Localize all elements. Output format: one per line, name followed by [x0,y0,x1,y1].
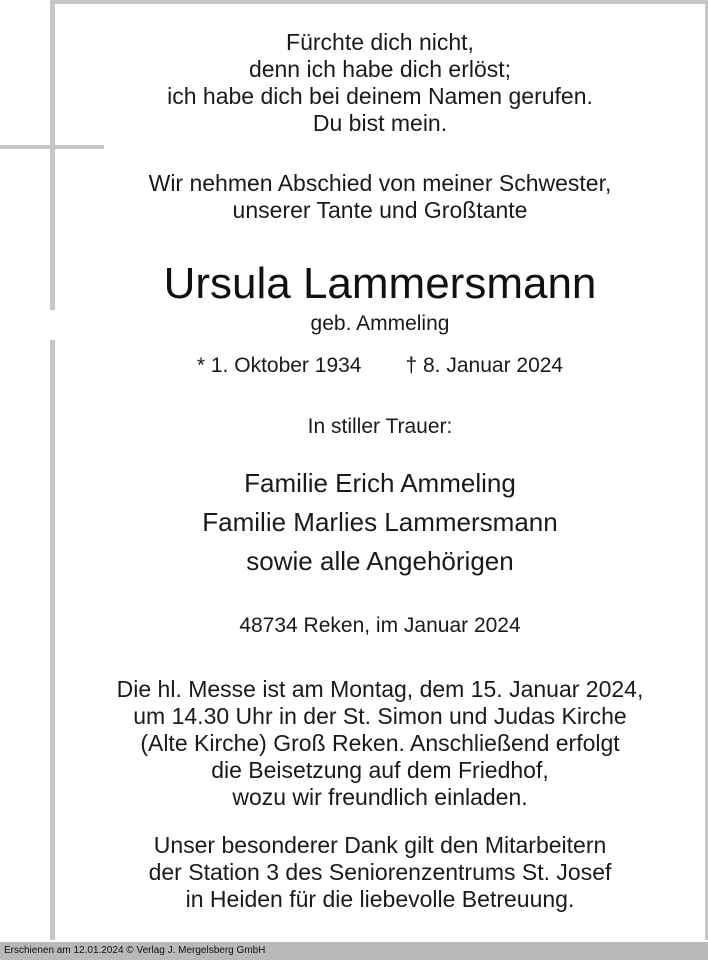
service-line: die Beisetzung auf dem Friedhof, [211,757,549,783]
service-line: Die hl. Messe ist am Montag, dem 15. Januar 2024, [116,676,644,702]
thanks-line: Unser besonderer Dank gilt den Mitarbeitern [153,832,607,858]
intro-line: unserer Tante und Großtante [232,197,528,223]
mourning-label: In stiller Trauer: [307,415,453,438]
verse-line: Fürchte dich nicht, [286,29,474,55]
service-line: wozu wir freundlich einladen. [232,784,528,810]
publication-footer: Erschienen am 12.01.2024 © Verlag J. Mergelsberg GmbH [0,942,708,960]
thanks-line: in Heiden für die liebevolle Betreuung. [185,886,575,912]
service-line: um 14.30 Uhr in der St. Simon und Judas Kirche [133,703,627,729]
frame-top-border [52,0,708,4]
death-date: † 8. Januar 2024 [405,354,564,377]
verse-line: ich habe dich bei deinem Namen gerufen. [167,83,593,109]
cross-horizontal-beam [0,145,104,149]
mourner-line: sowie alle Angehörigen [246,546,514,576]
mourner-line: Familie Marlies Lammersmann [202,507,558,537]
thanks-line: der Station 3 des Seniorenzentrums St. Josef [148,859,612,885]
intro-line: Wir nehmen Abschied von meiner Schwester, [148,170,612,196]
life-dates [55,353,705,379]
birth-date: * 1. Oktober 1934 [196,354,362,377]
verse-line: Du bist mein. [312,110,448,136]
mourner-line: Familie Erich Ammeling [244,468,516,498]
service-line: (Alte Kirche) Groß Reken. Anschließend erfolgt [140,730,620,756]
place-date: 48734 Reken, im Januar 2024 [239,614,521,637]
birth-name: geb. Ammeling [310,312,450,335]
deceased-name: Ursula Lammersmann [163,259,597,308]
verse-line: denn ich habe dich erlöst; [248,56,512,82]
